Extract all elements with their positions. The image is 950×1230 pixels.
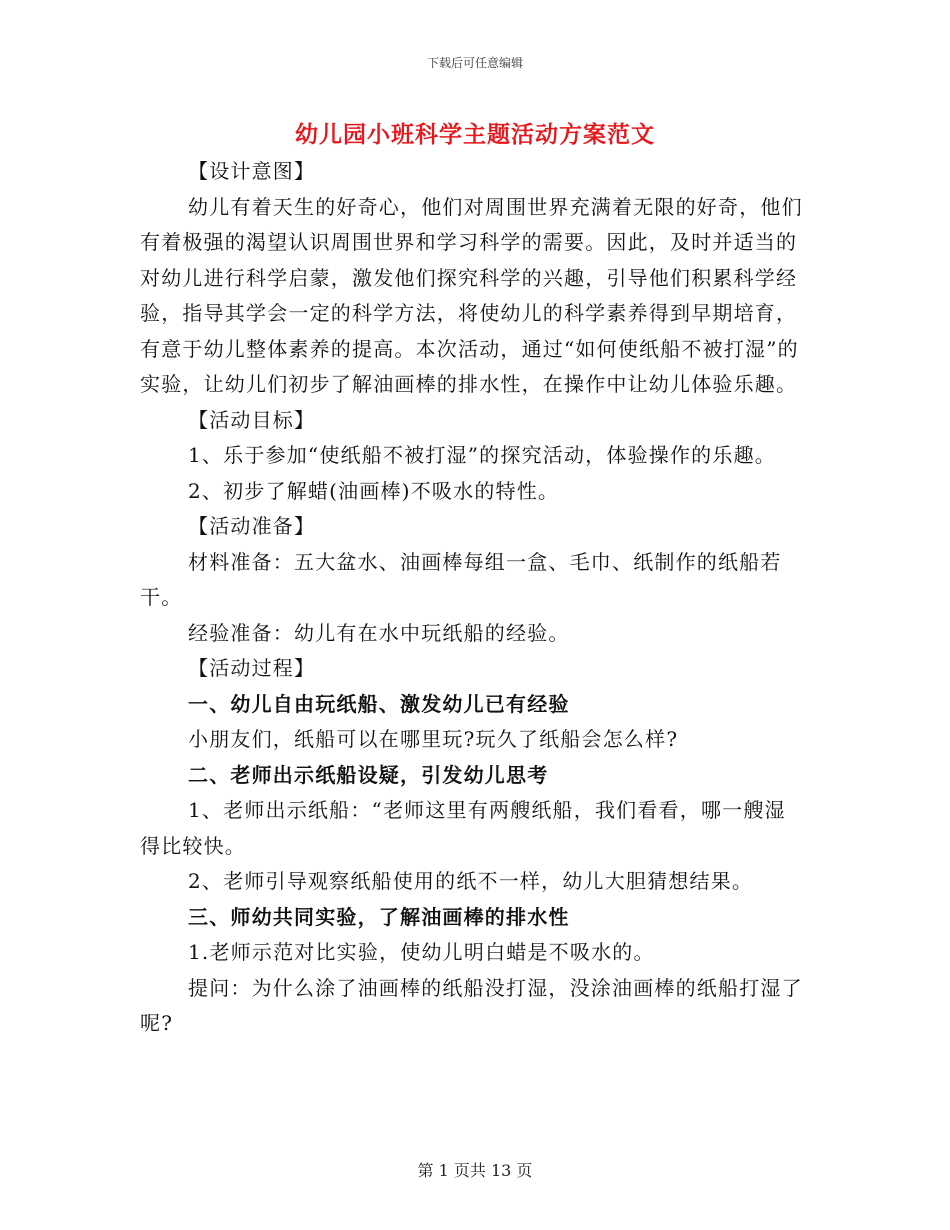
section-heading-process: 【活动过程】 [188,656,316,680]
step-1-heading: 一、幼儿自由玩纸船、激发幼儿已有经验 [188,691,570,716]
step-2-item-1: 1、老师出示纸船：“老师这里有两艘纸船，我们看看，哪一艘湿得比较快。 [140,798,786,858]
design-paragraph: 幼儿有着天生的好奇心，他们对周围世界充满着无限的好奇，他们有着极强的渴望认识周围世界和学习科学的需要。因此，及时并适当的对幼儿进行科学启蒙，激发他们探究科学的兴趣，引导他们积累科学经验，指导其学会一定的科学方法，将使幼儿的科学素养得到早期培育，有意于幼儿整体素养的提高。本次活动，通过“如何使纸船不被打湿”的实验，让幼儿们初步了解油画棒的排水性，在操作中让幼儿体验乐趣。 [140,194,803,396]
prep-materials: 材料准备：五大盆水、油画棒每组一盒、毛巾、纸制作的纸船若干。 [140,549,782,609]
step-3-heading: 三、师幼共同实验，了解油画棒的排水性 [188,904,570,929]
section-heading-design: 【设计意图】 [188,159,316,183]
step-2-heading: 二、老师出示纸船设疑，引发幼儿思考 [188,762,549,787]
goal-item-2: 2、初步了解蜡(油画棒)不吸水的特性。 [188,478,560,503]
step-3-question: 提问：为什么涂了油画棒的纸船没打湿，没涂油画棒的纸船打湿了呢? [140,975,803,1035]
step-1-text: 小朋友们，纸船可以在哪里玩?玩久了纸船会怎么样? [188,727,679,751]
page-footer: 第 1 页共 13 页 [417,1161,533,1180]
section-heading-prep: 【活动准备】 [188,514,316,538]
prep-experience: 经验准备：幼儿有在水中玩纸船的经验。 [188,620,570,645]
section-heading-goals: 【活动目标】 [188,407,316,432]
step-2-item-2: 2、老师引导观察纸船使用的纸不一样，幼儿大胆猜想结果。 [188,869,754,893]
step-3-item-1: 1.老师示范对比实验，使幼儿明白蜡是不吸水的。 [188,940,655,964]
page-title: 幼儿园小班科学主题活动方案范文 [295,121,655,148]
goal-item-1: 1、乐于参加“使纸船不被打湿”的探究活动，体验操作的乐趣。 [188,443,776,467]
document-body [140,154,805,1042]
header-note: 下载后可任意编辑 [426,56,523,70]
